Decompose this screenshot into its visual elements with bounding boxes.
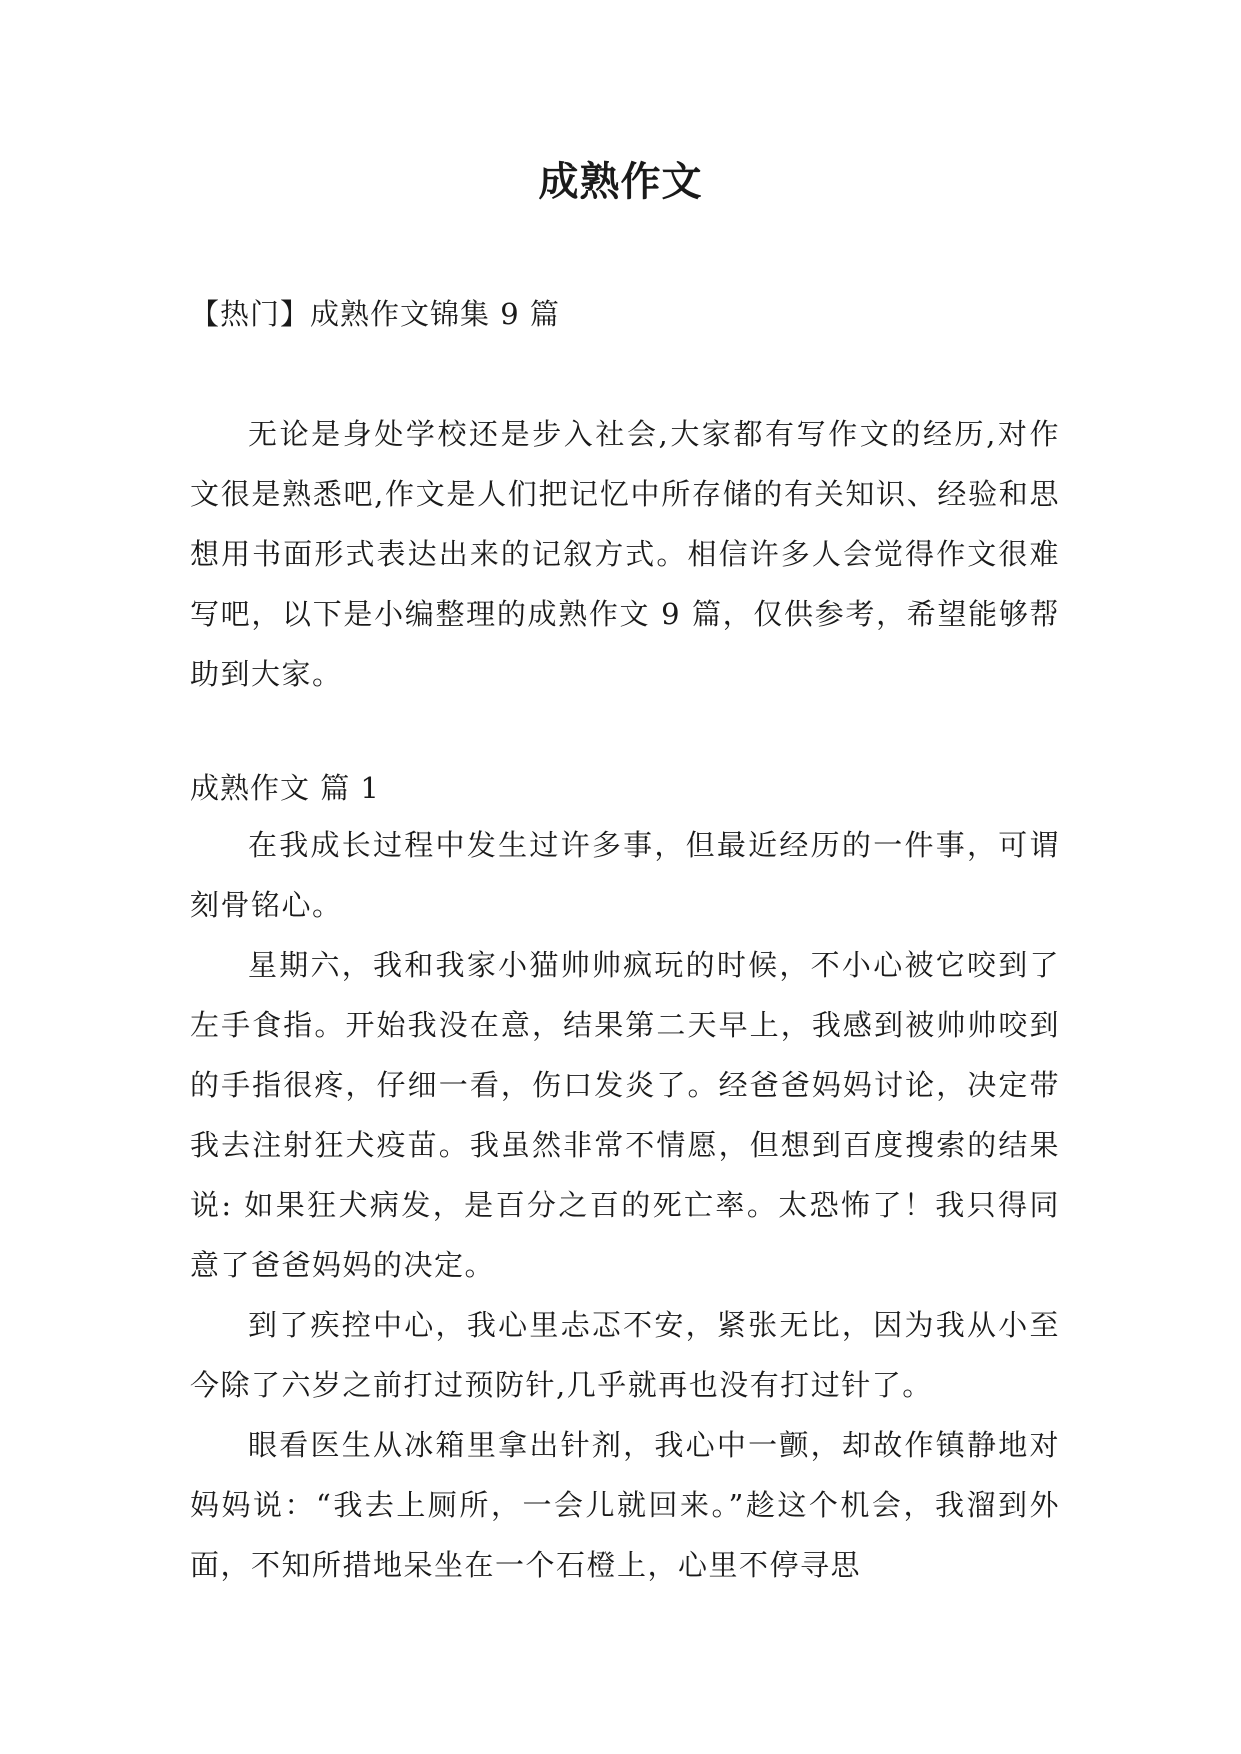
intro-paragraph: 无论是身处学校还是步入社会,大家都有写作文的经历,对作文很是熟悉吧,作文是人们把记忆中所存储的有关知识、经验和思想用书面形式表达出来的记叙方式。相信许多人会觉得作文很难写吧，以下是小编整理的成熟作文 9 篇，仅供参考，希望能够帮助到大家。 — [190, 417, 1060, 691]
document-title: 成熟作文 — [538, 158, 703, 205]
essay-body — [190, 815, 1060, 1595]
body-paragraph-2: 星期六，我和我家小猫帅帅疯玩的时候，不小心被它咬到了左手食指。开始我没在意，结果第二天早上，我感到被帅帅咬到的手指很疼，仔细一看，伤口发炎了。经爸爸妈妈讨论，决定带我去注射狂犬疫苗。我虽然非常不情愿，但想到百度搜索的结果说: 如果狂犬病发，是百分之百的死亡率。太恐怖了！我只得同意了爸爸妈妈的决定。 — [190, 948, 1060, 1282]
document-subtitle: 【热门】成熟作文锦集 9 篇 — [190, 297, 560, 331]
body-paragraph-1: 在我成长过程中发生过许多事，但最近经历的一件事，可谓刻骨铭心。 — [190, 828, 1060, 922]
intro-block — [190, 404, 1060, 704]
body-paragraph-4: 眼看医生从冰箱里拿出针剂，我心中一颤，却故作镇静地对妈妈说：“我去上厕所，一会儿就回来。”趁这个机会，我溜到外面，不知所措地呆坐在一个石橙上，心里不停寻思 — [190, 1428, 1060, 1582]
section-heading: 成熟作文 篇 1 — [190, 771, 380, 805]
body-paragraph-3: 到了疾控中心，我心里忐忑不安，紧张无比，因为我从小至今除了六岁之前打过预防针,几乎就再也没有打过针了。 — [190, 1308, 1060, 1402]
